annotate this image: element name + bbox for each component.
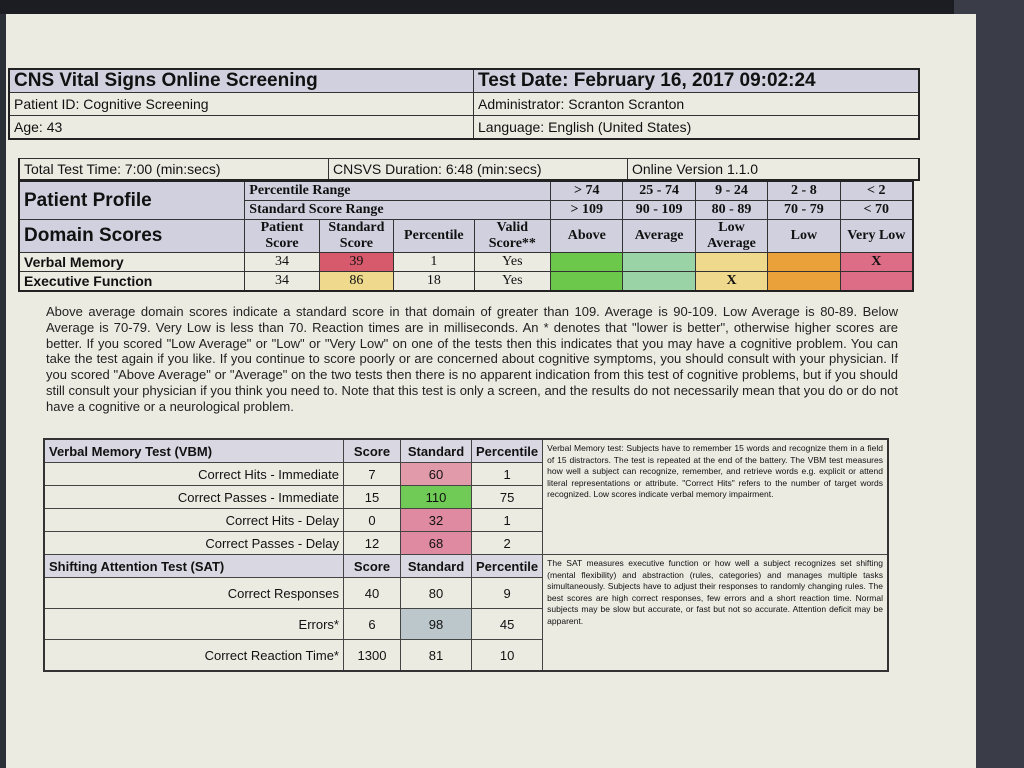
score: 6 xyxy=(344,609,401,640)
band-cell-low-average xyxy=(695,253,767,272)
band-low-standard: 70 - 79 xyxy=(768,201,840,220)
band-low-average-label: Low Average xyxy=(695,220,767,253)
score: 12 xyxy=(344,532,401,555)
header-duration-row xyxy=(18,158,920,181)
patient-id: Patient ID: Cognitive Screening xyxy=(9,93,474,116)
percentile: 75 xyxy=(472,486,543,509)
administrator: Administrator: Scranton Scranton xyxy=(474,93,920,116)
patient-score: 34 xyxy=(245,253,319,272)
standard-score-range-label: Standard Score Range xyxy=(245,201,551,220)
sat-col-score: Score xyxy=(344,555,401,578)
cnsvs-duration: CNSVS Duration: 6:48 (min:secs) xyxy=(329,159,628,181)
band-low-label: Low xyxy=(768,220,840,253)
band-average-standard: 90 - 109 xyxy=(623,201,695,220)
standard-score: 86 xyxy=(319,272,393,292)
test-name: Correct Responses xyxy=(44,578,344,609)
vbm-col-percentile: Percentile xyxy=(472,439,543,463)
col-patient-score: Patient Score xyxy=(245,220,319,253)
band-very-low-percentile: < 2 xyxy=(840,181,913,201)
sat-description: The SAT measures executive function or how well a subject recognizes set shifting (mental flexibility) and abstraction (rules, categories) and manages multiple tasks simultaneously. Subjects have to adjust their responses to randomly changing rules. The best scores are high correct responses, few errors and a short reaction time. Normal subjects may be slow but accurate, or fast but not so accurate. Attention deficit may be apparent. xyxy=(543,555,888,672)
score: 7 xyxy=(344,463,401,486)
domain-name: Verbal Memory xyxy=(19,253,245,272)
sat-title: Shifting Attention Test (SAT) xyxy=(44,555,344,578)
col-valid-score: Valid Score** xyxy=(474,220,550,253)
test-name: Correct Passes - Immediate xyxy=(44,486,344,509)
percentile: 10 xyxy=(472,640,543,672)
total-test-time: Total Test Time: 7:00 (min:secs) xyxy=(19,159,329,181)
band-cell-very-low xyxy=(840,272,913,292)
test-date: Test Date: February 16, 2017 09:02:24 xyxy=(474,69,920,93)
band-average-percentile: 25 - 74 xyxy=(623,181,695,201)
report-page xyxy=(6,14,976,768)
standard: 32 xyxy=(401,509,472,532)
age: Age: 43 xyxy=(9,116,474,140)
score: 0 xyxy=(344,509,401,532)
standard: 110 xyxy=(401,486,472,509)
band-above-label: Above xyxy=(551,220,623,253)
band-cell-very-low-mark: X xyxy=(840,253,913,272)
band-cell-low-average-mark: X xyxy=(695,272,767,292)
score: 1300 xyxy=(344,640,401,672)
patient-score: 34 xyxy=(245,272,319,292)
test-name: Errors* xyxy=(44,609,344,640)
standard: 80 xyxy=(401,578,472,609)
patient-profile-table xyxy=(18,180,914,292)
percentile: 9 xyxy=(472,578,543,609)
test-name: Correct Passes - Delay xyxy=(44,532,344,555)
band-cell-average xyxy=(623,272,695,292)
vbm-description: Verbal Memory test: Subjects have to remember 15 words and recognize them in a field of 15 distractors. The test is repeated at the end of the battery. The VBM test measures how well a subject can recognize, remember, and retrieve words e.g. explicit or attend literal representations or attribute. "Correct Hits" refers to the number of target words recognized. Low scores indicate verbal memory impairment. xyxy=(543,439,888,555)
domain-row-verbal-memory xyxy=(19,253,913,272)
band-cell-above xyxy=(551,272,623,292)
percentile: 2 xyxy=(472,532,543,555)
col-standard-score: Standard Score xyxy=(319,220,393,253)
percentile-range-label: Percentile Range xyxy=(245,181,551,201)
monitor-bezel-top xyxy=(0,0,1024,14)
band-above-standard: > 109 xyxy=(551,201,623,220)
valid-score: Yes xyxy=(474,253,550,272)
band-average-label: Average xyxy=(623,220,695,253)
band-low-average-percentile: 9 - 24 xyxy=(695,181,767,201)
band-cell-average xyxy=(623,253,695,272)
online-version: Online Version 1.1.0 xyxy=(628,159,920,181)
band-very-low-standard: < 70 xyxy=(840,201,913,220)
band-very-low-label: Very Low xyxy=(840,220,913,253)
band-cell-above xyxy=(551,253,623,272)
domain-name: Executive Function xyxy=(19,272,245,292)
band-cell-low xyxy=(768,272,840,292)
sat-col-percentile: Percentile xyxy=(472,555,543,578)
report-title: CNS Vital Signs Online Screening xyxy=(9,69,474,93)
interpretation-paragraph: Above average domain scores indicate a standard score in that domain of greater than 109. Average is 90-109. Low Average is 80-89. Below Average is 70-79. Very Low is less than 70. Reaction times are in milliseconds. An * denotes that "lower is better", otherwise higher scores are better. If you scored "Low Average" or "Low" or "Very Low" on one of the tests then this indicates that you may have a cognitive problem. You can take the test again if you like. If you continue to score poorly or are concerned about cognitive symptoms, you should consult with your physician. If you scored "Above Average" or "Average" on the two tests then there is no apparent indication from this test of cognitive problems, but if you should still consult your physician if you think you need to. Note that this test is only a screen, and the results do not necessarily mean that you do or do not have a cognitive or a neurological problem. xyxy=(46,304,898,414)
percentile: 1 xyxy=(472,463,543,486)
percentile: 45 xyxy=(472,609,543,640)
score: 15 xyxy=(344,486,401,509)
patient-profile-label: Patient Profile xyxy=(19,181,245,220)
vbm-title: Verbal Memory Test (VBM) xyxy=(44,439,344,463)
test-name: Correct Hits - Delay xyxy=(44,509,344,532)
test-details-table xyxy=(43,438,889,672)
standard: 60 xyxy=(401,463,472,486)
domain-scores-label: Domain Scores xyxy=(19,220,245,253)
band-cell-low xyxy=(768,253,840,272)
language: Language: English (United States) xyxy=(474,116,920,140)
domain-row-executive-function xyxy=(19,272,913,292)
score: 40 xyxy=(344,578,401,609)
standard: 81 xyxy=(401,640,472,672)
vbm-col-score: Score xyxy=(344,439,401,463)
standard: 98 xyxy=(401,609,472,640)
sat-col-standard: Standard xyxy=(401,555,472,578)
valid-score: Yes xyxy=(474,272,550,292)
standard: 68 xyxy=(401,532,472,555)
header-table xyxy=(8,68,920,140)
test-name: Correct Hits - Immediate xyxy=(44,463,344,486)
band-above-percentile: > 74 xyxy=(551,181,623,201)
test-name: Correct Reaction Time* xyxy=(44,640,344,672)
percentile: 18 xyxy=(394,272,475,292)
percentile: 1 xyxy=(394,253,475,272)
percentile: 1 xyxy=(472,509,543,532)
standard-score: 39 xyxy=(319,253,393,272)
vbm-col-standard: Standard xyxy=(401,439,472,463)
col-percentile: Percentile xyxy=(394,220,475,253)
band-low-average-standard: 80 - 89 xyxy=(695,201,767,220)
band-low-percentile: 2 - 8 xyxy=(768,181,840,201)
